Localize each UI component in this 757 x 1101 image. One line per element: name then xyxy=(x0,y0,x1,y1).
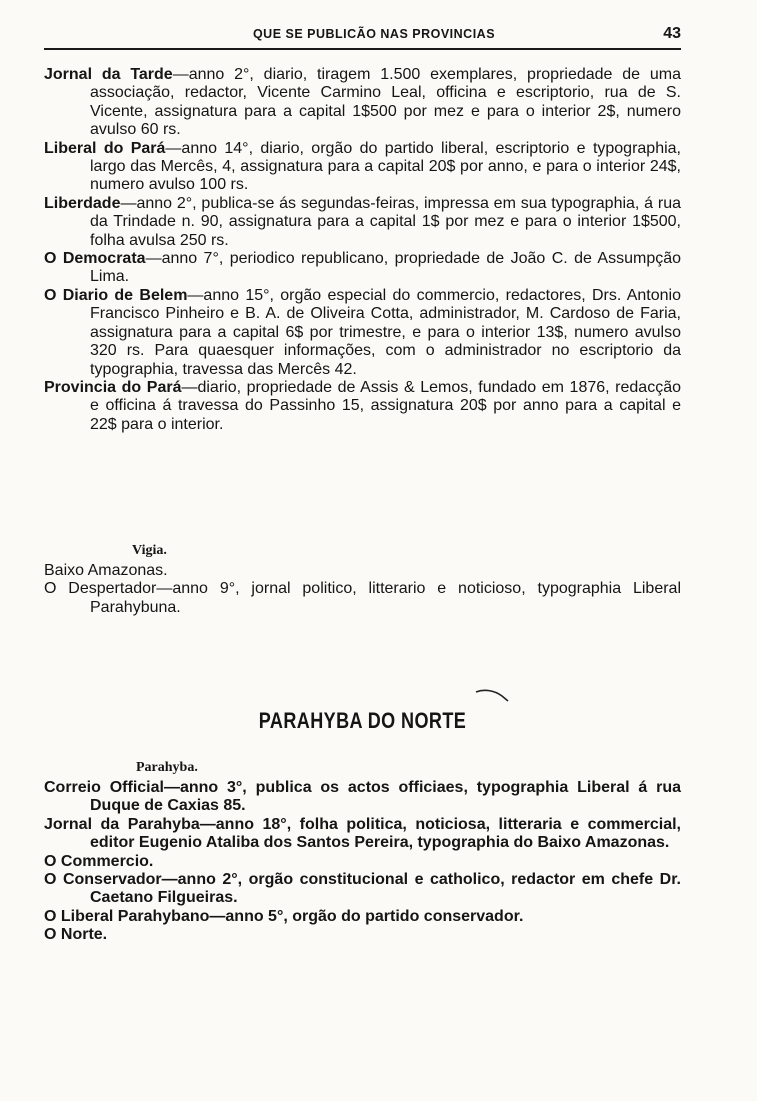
entry-name: O Conservador xyxy=(44,871,162,889)
entry-name: Jornal da Parahyba xyxy=(44,815,200,833)
entry-name: O Commercio. xyxy=(44,852,154,870)
entry-o-despertador xyxy=(44,580,681,617)
entry-text: —anno 14°, diario, orgão do partido liberal, escriptorio e typographia, largo das Mercês, 4, assignatura para a capital 20$ por anno, e para o interior 24$, numero avulso 100 rs. xyxy=(90,139,682,194)
entry-correio-official xyxy=(44,779,681,816)
entry-liberal-do-para xyxy=(44,140,681,195)
entry-text: —anno 2°, publica-se ás segundas-feiras, impressa em sua typographia, á rua da Trindade n. 90, assignatura para a capital 1$ por mez e para o interior 1$500, folha avulsa 250 rs. xyxy=(90,194,681,249)
entry-baixo-amazonas xyxy=(44,562,681,580)
entry-name: O Norte. xyxy=(44,926,108,944)
entry-text: —anno 2°, diario, tiragem 1.500 exemplares, propriedade de uma associação, redactor, Vicente Carmino Leal, officina e escriptorio, rua de S. Vicente, assignatura para a capital 1$500 por mez e para o interior 2$, numero avulso 60 rs. xyxy=(90,66,681,139)
entry-o-norte xyxy=(44,926,681,944)
entry-name: Provincia do Pará xyxy=(44,378,182,396)
place-heading-vigia: Vigia. xyxy=(132,543,167,558)
entry-jornal-da-parahyba xyxy=(44,816,681,853)
entry-text: —anno 7°, periodico republicano, propriedade de João C. de Assumpção Lima. xyxy=(90,250,682,286)
page-number: 43 xyxy=(663,25,681,42)
entry-text: —diario, propriedade de Assis & Lemos, fundado em 1876, redacção e officina á travessa do Passinho 15, assignatura 20$ por anno para a capital e 22$ para o interior. xyxy=(90,378,681,433)
para-entries xyxy=(44,66,681,434)
entry-jornal-da-tarde xyxy=(44,66,681,140)
entry-text: —anno 5°, orgão do partido conservador. xyxy=(209,907,524,925)
running-header xyxy=(44,24,681,50)
parahyba-section xyxy=(44,760,681,945)
entry-text: —anno 2°, orgão constitucional e catholico, redactor em chefe Dr. Caetano Filgueiras. xyxy=(90,871,681,907)
vigia-section xyxy=(44,543,681,617)
entry-name: Liberdade xyxy=(44,194,121,212)
entry-name: O Democrata xyxy=(44,250,146,268)
entry-text: —anno 3°, publica os actos officiaes, typographia Liberal á rua Duque de Caxias 85. xyxy=(90,779,682,815)
entry-name: Jornal da Tarde xyxy=(44,66,173,83)
entry-o-conservador xyxy=(44,871,681,908)
entry-name: O Despertador xyxy=(44,580,157,598)
entry-name: Liberal do Pará xyxy=(44,139,166,157)
entry-name: O Liberal Parahybano xyxy=(44,907,210,925)
entry-name: O Diario de Belem xyxy=(44,286,188,304)
place-heading-parahyba: Parahyba. xyxy=(136,760,198,775)
entry-text: —anno 15°, orgão especial do commercio, redactores, Drs. Antonio Francisco Pinheiro e B. A. de Oliveira Cotta, administrador, M. Cardoso de Faria, assignatura para a capital 6$ por trimestre, e para o interior 13$, numero avulso 320 rs. Para quaesquer informações, com o administrador no escriptorio da typographia, travessa das Mercês 42. xyxy=(90,286,681,378)
entry-liberdade xyxy=(44,195,681,250)
header-title: QUE SE PUBLICÃO NAS PROVINCIAS xyxy=(252,27,496,41)
section-title: PARAHYBA DO NORTE xyxy=(258,708,467,733)
ornament-mark xyxy=(474,688,510,702)
entry-name: Correio Official xyxy=(44,779,164,796)
entry-name: Baixo Amazonas. xyxy=(44,562,168,579)
entry-o-democrata xyxy=(44,250,681,287)
entry-o-liberal-parahybano xyxy=(44,908,681,926)
entry-diario-de-belem xyxy=(44,287,681,379)
entry-provincia-do-para xyxy=(44,379,681,434)
entry-text: —anno 18°, folha politica, noticiosa, litteraria e commercial, editor Eugenio Ataliba dos Santos Pereira, typographia do Baixo Amazonas. xyxy=(90,815,682,852)
entry-text: —anno 9°, jornal politico, litterario e noticioso, typographia Liberal Parahybuna. xyxy=(90,580,682,616)
entry-o-commercio xyxy=(44,853,681,871)
